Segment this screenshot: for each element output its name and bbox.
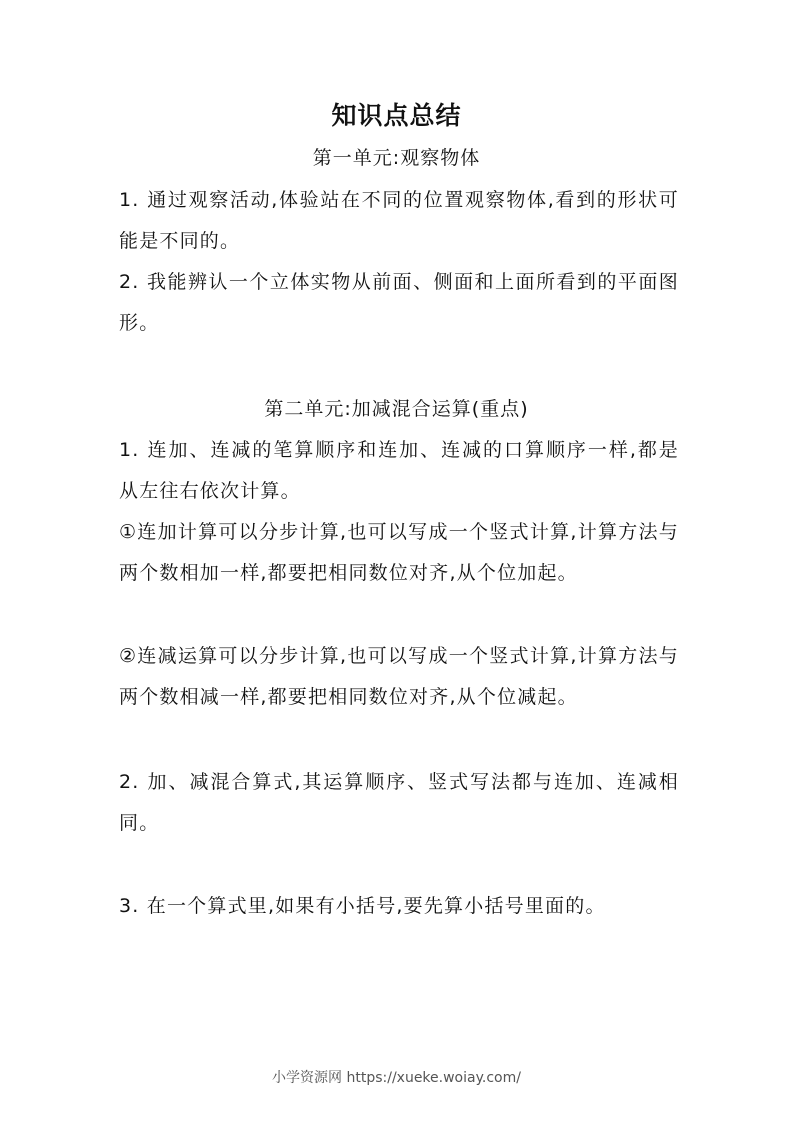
unit1-paragraph-2: 2. 我能辨认一个立体实物从前面、侧面和上面所看到的平面图形。	[119, 271, 679, 334]
unit2-paragraph-3: 3. 在一个算式里,如果有小括号,要先算小括号里面的。	[119, 895, 606, 917]
unit1-heading: 第一单元:观察物体	[312, 147, 481, 169]
unit2-paragraph-2: 2. 加、减混合算式,其运算顺序、竖式写法都与连加、连减相同。	[119, 771, 679, 834]
unit1-paragraph-1: 1. 通过观察活动,体验站在不同的位置观察物体,看到的形状可能是不同的。	[119, 189, 679, 252]
unit2-paragraph-subtraction: ②连减运算可以分步计算,也可以写成一个竖式计算,计算方法与两个数相减一样,都要把相同数位对齐,从个位减起。	[119, 645, 679, 708]
page-title: 知识点总结	[331, 101, 462, 130]
unit2-paragraph-addition: ①连加计算可以分步计算,也可以写成一个竖式计算,计算方法与两个数相加一样,都要把相同数位对齐,从个位加起。	[119, 521, 679, 584]
footer-watermark: 小学资源网 https://xueke.woiay.com/	[272, 1070, 521, 1086]
unit2-paragraph-1: 1. 连加、连减的笔算顺序和连加、连减的口算顺序一样,都是从左往右依次计算。	[119, 439, 679, 502]
unit2-heading: 第二单元:加减混合运算(重点)	[264, 398, 529, 420]
